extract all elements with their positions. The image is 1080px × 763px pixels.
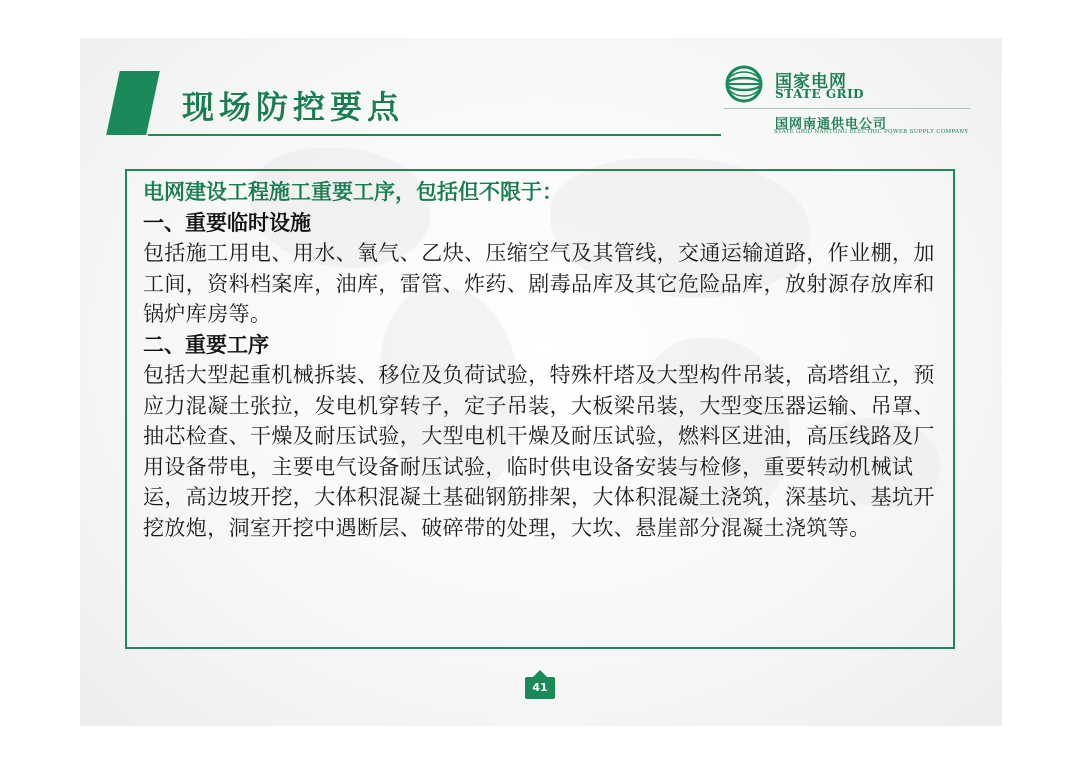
page-number-badge	[525, 670, 555, 700]
section2-heading: 二、重要工序	[143, 332, 269, 357]
logo-name-cn: 国家电网	[775, 72, 847, 92]
section2-text: 包括大型起重机械拆装、移位及负荷试验，特殊杆塔及大型构件吊装，高塔组立，预应力混凝土张拉，发电机穿转子，定子吊装，大板梁吊装，大型变压器运输、吊罩、抽芯检查、干燥及耐压试验，大型电机干燥及耐压试验，燃料区进油，高压线路及厂用设备带电，主要电气设备耐压试验，临时供电设备安装与检修，重要转动机械试运，高边坡开挖，大体积混凝土基础钢筋排架，大体积混凝土浇筑，深基坑、基坑开挖放炮，洞室开挖中遇断层、破碎带的处理，大坎、悬崖部分混凝土浇筑等。	[143, 363, 935, 540]
company-name-en: STATE GRID NANTONG ELECTRIC POWER SUPPLY COMPANY	[774, 129, 969, 135]
state-grid-logo-icon	[724, 64, 764, 104]
page-number: 41	[525, 677, 555, 699]
slide	[80, 38, 1002, 726]
page-title: 现场防控要点	[182, 88, 405, 126]
lead-text: 电网建设工程施工重要工序，包括但不限于：	[143, 180, 563, 204]
logo-divider	[724, 108, 970, 109]
title-accent-bar	[106, 71, 160, 135]
content-box	[125, 169, 955, 649]
title-underline	[148, 134, 721, 136]
company-name-cn: 国网南通供电公司	[775, 117, 888, 132]
section1-text: 包括施工用电、用水、氧气、乙炔、压缩空气及其管线，交通运输道路，作业棚，加工间，资料档案库，油库，雷管、炸药、剧毒品库及其它危险品库，放射源存放库和锅炉库房等。	[143, 241, 935, 326]
logo-name-en: STATE GRID	[775, 87, 865, 101]
content-body	[143, 177, 937, 543]
section1-heading: 一、重要临时设施	[143, 210, 311, 235]
